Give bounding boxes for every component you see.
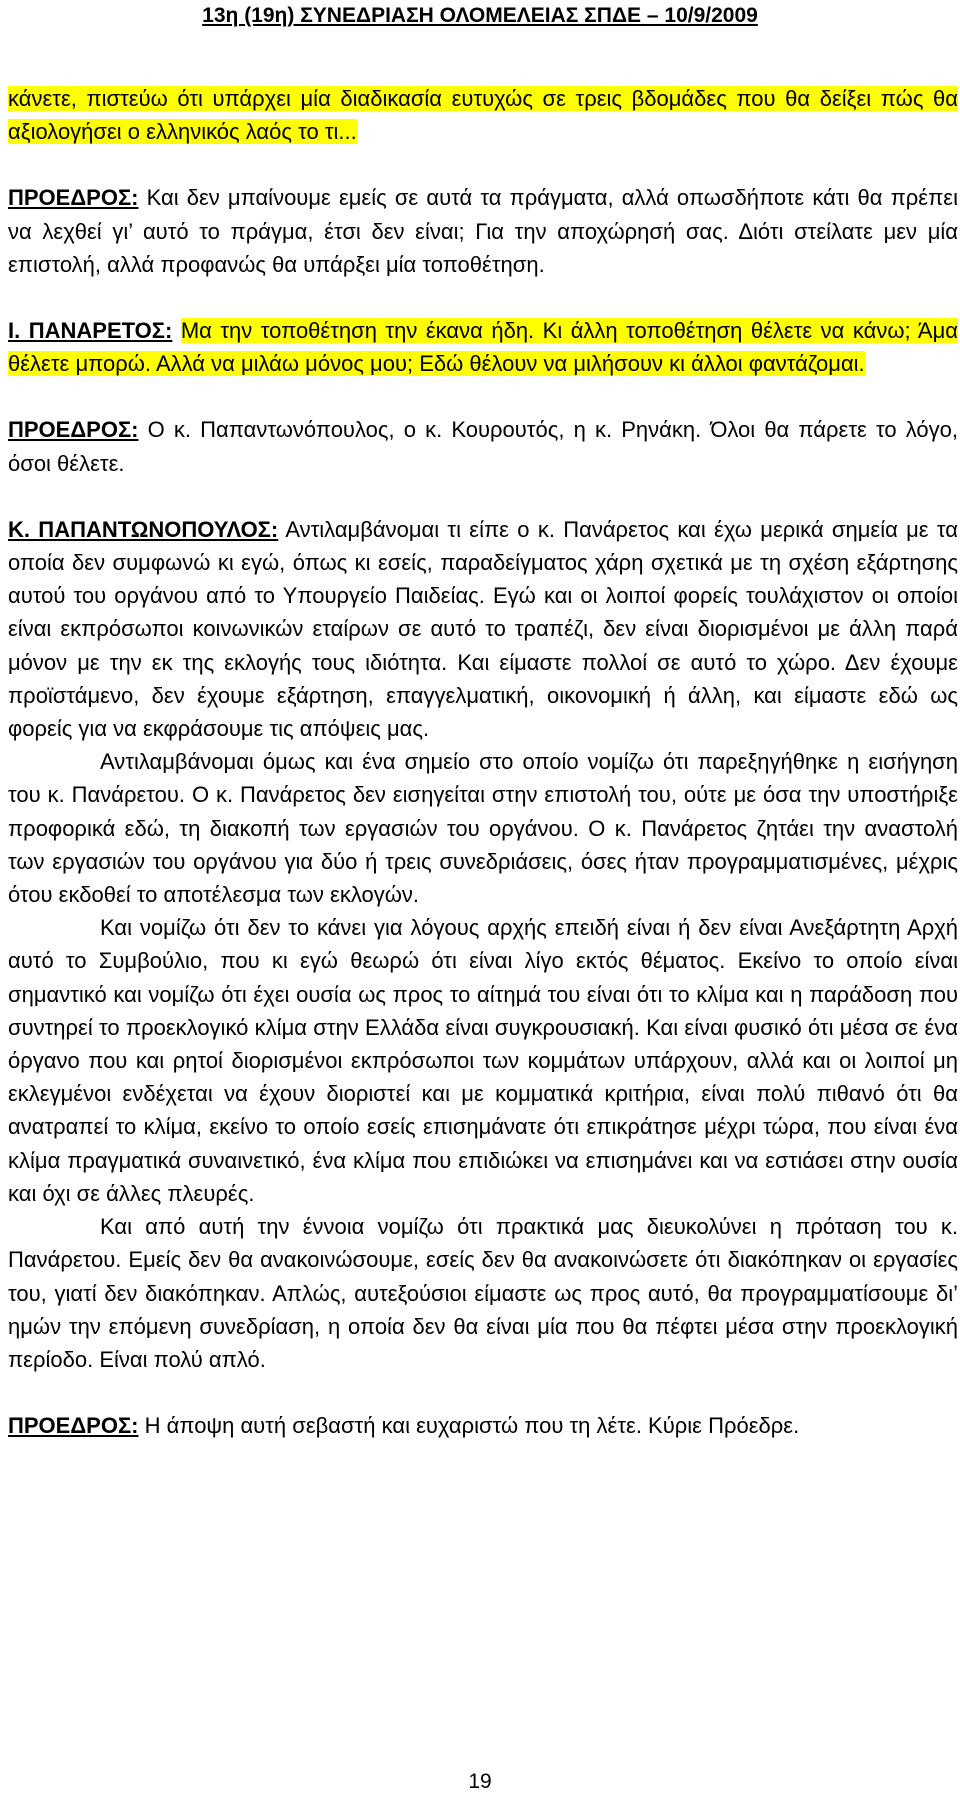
transcript-block <box>8 413 958 479</box>
transcript-block <box>8 181 958 281</box>
speaker-name: Ι. ΠΑΝΑΡΕΤΟΣ: <box>8 318 173 344</box>
transcript-block <box>8 82 958 148</box>
paragraph <box>8 513 958 745</box>
transcript-block <box>8 314 958 380</box>
speaker-name: ΠΡΟΕΔΡΟΣ: <box>8 185 139 211</box>
transcript-block <box>8 1409 958 1442</box>
indented-paragraph: Και από αυτή την έννοια νομίζω ότι πρακτικά μας διευκολύνει η πρόταση του κ. Πανάρετου. Εμείς δεν θα ανακοινώσουμε, εσείς δεν θα ανακοινώσετε ότι διακόπηκαν οι εργασίες του, γιατί δεν διακόπηκαν. Απλώς, αυτεξούσιοι είμαστε ως προς αυτό, θα προγραμματίσουμε δι’ ημών την επόμενη συνεδρίαση, η οποία δεν θα είναι μία που θα πέφτει μέσα στην προεκλογική περίοδο. Είναι πολύ απλό. <box>8 1214 958 1372</box>
speaker-name: ΠΡΟΕΔΡΟΣ: <box>8 417 139 443</box>
speech-text: Η άποψη αυτή σεβαστή και ευχαριστώ που τη λέτε. Κύριε Πρόεδρε. <box>144 1413 800 1439</box>
speech-text: Αντιλαμβάνομαι τι είπε ο κ. Πανάρετος και έχω μερικά σημεία με τα οποία δεν συμφωνώ κι εγώ, όπως κι εσείς, παραδείγματος χάρη σχετικά με τη σχέση εξάρτησης αυτού του οργάνου από το Υπουργείο Παιδείας. Εγώ και οι λοιποί φορείς τουλάχιστον οι οποίοι είναι εκπρόσωποι κοινωνικών εταίρων σε αυτό το τραπέζι, δεν είναι διορισμένοι με άλλη παρά μόνον με την εκ της εκλογής τους ιδιότητα. Και είμαστε πολλοί σε αυτό το χώρο. Δεν έχουμε προϊστάμενο, δεν έχουμε εξάρτηση, επαγγελματική, οικονομική ή άλλη, και είμαστε εδώ ως φορείς για να εκφράσουμε τις απόψεις μας. <box>8 516 958 742</box>
page-header: 13η (19η) ΣΥΝΕΔΡΙΑΣΗ ΟΛΟΜΕΛΕΙΑΣ ΣΠΔΕ – 10/9/2009 <box>202 4 758 27</box>
highlighted-text: κάνετε, πιστεύω ότι υπάρχει μία διαδικασία ευτυχώς σε τρεις βδομάδες που θα δείξει πώς θα αξιολογήσει ο ελληνικός λαός το τι... <box>8 86 958 145</box>
transcript-block <box>8 513 958 1376</box>
indented-paragraph: Αντιλαμβάνομαι όμως και ένα σημείο στο οποίο νομίζω ότι παρεξηγήθηκε η εισήγηση του κ. Πανάρετου. Ο κ. Πανάρετος δεν εισηγείται στην επιστολή του, ούτε με όσα την υποστήριξε προφορικά εδώ, τη διακοπή των εργασιών του οργάνου. Ο κ. Πανάρετος ζητάει την αναστολή των εργασιών του οργάνου για δύο ή τρεις συνεδριάσεις, όσες ήταν προγραμματισμένες, μέχρις ότου εκδοθεί το αποτέλεσμα των εκλογών. <box>8 749 958 908</box>
highlighted-speech-text: Μα την τοποθέτηση την έκανα ήδη. Κι άλλη τοποθέτηση θέλετε να κάνω; Άμα θέλετε μπορώ. Αλλά να μιλάω μόνος μου; Εδώ θέλουν να μιλήσουν κι άλλοι φαντάζομαι. <box>8 318 958 377</box>
page-number: 19 <box>468 1770 492 1793</box>
transcript-body <box>8 82 958 1442</box>
speech-text: Ο κ. Παπαντωνόπουλος, ο κ. Κουρουτός, η κ. Ρηνάκη. Όλοι θα πάρετε το λόγο, όσοι θέλετε. <box>8 417 958 476</box>
speaker-name: ΠΡΟΕΔΡΟΣ: <box>8 1413 139 1439</box>
speech-text: Και δεν μπαίνουμε εμείς σε αυτά τα πράγματα, αλλά οπωσδήποτε κάτι θα πρέπει να λεχθεί γι’ αυτό το πράγμα, έτσι δεν είναι; Για την αποχώρησή σας. Διότι στείλατε μεν μία επιστολή, αλλά προφανώς θα υπάρξει μία τοποθέτηση. <box>8 185 958 277</box>
indented-paragraph: Και νομίζω ότι δεν το κάνει για λόγους αρχής επειδή είναι ή δεν είναι Ανεξάρτητη Αρχή αυτό το Συμβούλιο, που κι εγώ θεωρώ ότι είναι λίγο εκτός θέματος. Εκείνο το οποίο είναι σημαντικό και νομίζω ότι έχει ουσία ως προς το αίτημά του είναι ότι το κλίμα και η παράδοση που συντηρεί το προεκλογικό κλίμα στην Ελλάδα είναι συγκρουσιακή. Και είναι φυσικό ότι μέσα σε ένα όργανο που και ρητοί διορισμένοι εκπρόσωποι των κομμάτων υπάρχουν, αλλά και οι λοιποί μη εκλεγμένοι ενδέχεται να έχουν διοριστεί και με κομματικά κριτήρια, είναι πολύ πιθανό ότι θα ανατραπεί το κλίμα, εκείνο το οποίο εσείς επισημάνατε ότι επικράτησε μέχρι τώρα, που είναι ένα κλίμα πραγματικά συναινετικό, ένα κλίμα που επιδιώκει να επισημάνει και να εστιάσει στην ουσία και όχι σε άλλες πλευρές. <box>8 915 958 1206</box>
speaker-name: Κ. ΠΑΠΑΝΤΩΝΟΠΟΥΛΟΣ: <box>8 516 279 542</box>
